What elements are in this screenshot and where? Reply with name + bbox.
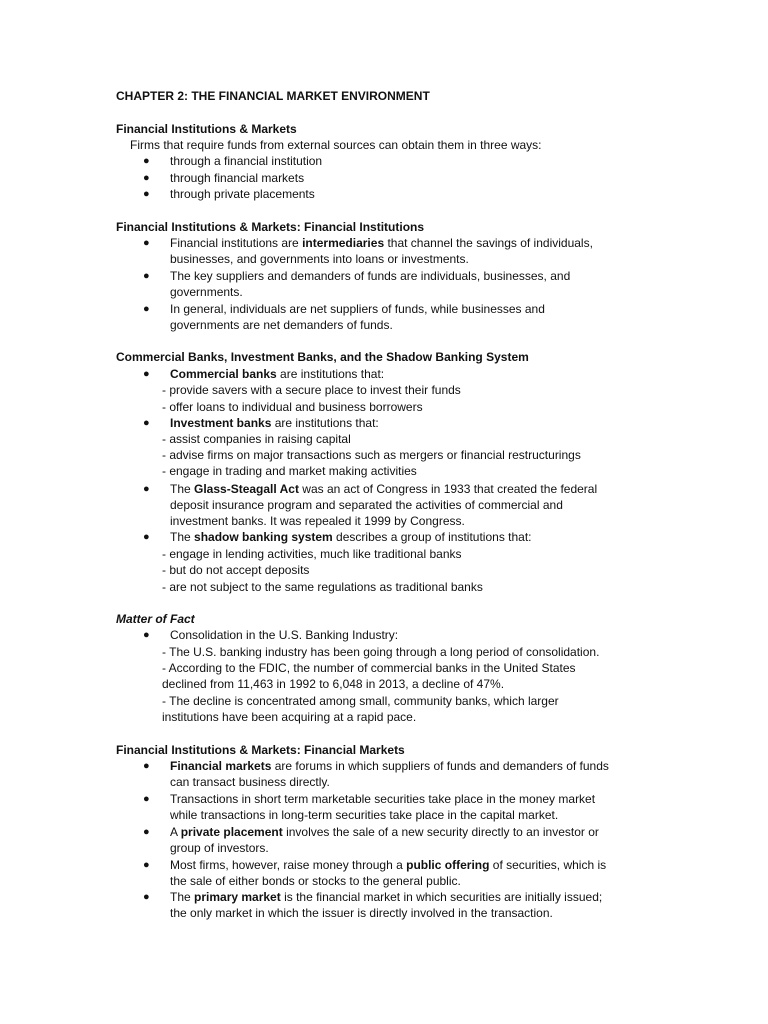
- list-item-continuation: governments are net demanders of funds.: [170, 318, 393, 332]
- bullet-icon: ●: [143, 793, 150, 805]
- list-item: Financial markets are forums in which suppliers of funds and demanders of funds: [170, 759, 609, 773]
- bullet-icon: ●: [143, 270, 150, 282]
- list-item-continuation: group of investors.: [170, 841, 269, 855]
- list-item-continuation: while transactions in long-term securities take place in the capital market.: [170, 808, 559, 822]
- list-item: In general, individuals are net suppliers of funds, while businesses and: [170, 302, 545, 316]
- paragraph: Firms that require funds from external sources can obtain them in three ways:: [130, 138, 542, 152]
- list-item: The primary market is the financial market in which securities are initially issued;: [170, 890, 603, 904]
- list-item-continuation: the only market in which the issuer is directly involved in the transaction.: [170, 906, 553, 920]
- section-heading: Financial Institutions & Markets: [116, 122, 297, 136]
- bullet-icon: ●: [143, 237, 150, 249]
- list-item: through private placements: [170, 187, 315, 201]
- sub-item: - The decline is concentrated among small, community banks, which larger: [162, 694, 559, 708]
- bullet-icon: ●: [143, 859, 150, 871]
- sub-item: - offer loans to individual and business borrowers: [162, 400, 423, 414]
- sub-item: - engage in trading and market making activities: [162, 464, 417, 478]
- list-item-continuation: investment banks. It was repealed it 1999 by Congress.: [170, 514, 465, 528]
- list-item: through financial markets: [170, 171, 305, 185]
- list-item: The key suppliers and demanders of funds are individuals, businesses, and: [170, 269, 571, 283]
- bullet-icon: ●: [143, 629, 150, 641]
- list-item: Transactions in short term marketable securities take place in the money market: [170, 792, 596, 806]
- bullet-icon: ●: [143, 826, 150, 838]
- bullet-icon: ●: [143, 760, 150, 772]
- bullet-icon: ●: [143, 417, 150, 429]
- sub-item: - assist companies in raising capital: [162, 432, 351, 446]
- list-item: through a financial institution: [170, 154, 323, 168]
- list-item: The shadow banking system describes a group of institutions that:: [170, 530, 532, 544]
- bullet-icon: ●: [143, 188, 150, 200]
- bullet-icon: ●: [143, 172, 150, 184]
- chapter-title: CHAPTER 2: THE FINANCIAL MARKET ENVIRONMENT: [116, 89, 430, 103]
- bullet-icon: ●: [143, 368, 150, 380]
- section-heading: Financial Institutions & Markets: Financial Markets: [116, 743, 405, 757]
- bullet-icon: ●: [143, 891, 150, 903]
- sub-item: declined from 11,463 in 1992 to 6,048 in 2013, a decline of 47%.: [162, 677, 505, 691]
- list-item: Financial institutions are intermediaries that channel the savings of individuals,: [170, 236, 593, 250]
- bullet-icon: ●: [143, 483, 150, 495]
- list-item: Consolidation in the U.S. Banking Industry:: [170, 628, 399, 642]
- list-item-continuation: governments.: [170, 285, 243, 299]
- section-heading: Commercial Banks, Investment Banks, and the Shadow Banking System: [116, 350, 529, 364]
- sub-item: - provide savers with a secure place to invest their funds: [162, 383, 461, 397]
- list-item: Most firms, however, raise money through a public offering of securities, which is: [170, 858, 607, 872]
- section-heading: Matter of Fact: [116, 612, 195, 626]
- list-item-continuation: the sale of either bonds or stocks to the general public.: [170, 874, 461, 888]
- list-item-continuation: can transact business directly.: [170, 775, 330, 789]
- sub-item: institutions have been acquiring at a rapid pace.: [162, 710, 417, 724]
- sub-item: - advise firms on major transactions such as mergers or financial restructurings: [162, 448, 581, 462]
- sub-item: - The U.S. banking industry has been going through a long period of consolidation.: [162, 645, 600, 659]
- list-item: Investment banks are institutions that:: [170, 416, 379, 430]
- bullet-icon: ●: [143, 155, 150, 167]
- list-item: A private placement involves the sale of a new security directly to an investor or: [170, 825, 599, 839]
- bullet-icon: ●: [143, 303, 150, 315]
- sub-item: - According to the FDIC, the number of commercial banks in the United States: [162, 661, 576, 675]
- list-item: Commercial banks are institutions that:: [170, 367, 385, 381]
- sub-item: - but do not accept deposits: [162, 563, 310, 577]
- sub-item: - engage in lending activities, much like traditional banks: [162, 547, 462, 561]
- list-item: The Glass-Steagall Act was an act of Congress in 1933 that created the federal: [170, 482, 598, 496]
- section-heading: Financial Institutions & Markets: Financial Institutions: [116, 220, 425, 234]
- list-item-continuation: businesses, and governments into loans or investments.: [170, 252, 469, 266]
- bullet-icon: ●: [143, 531, 150, 543]
- sub-item: - are not subject to the same regulations as traditional banks: [162, 580, 483, 594]
- list-item-continuation: deposit insurance program and separated the activities of commercial and: [170, 498, 563, 512]
